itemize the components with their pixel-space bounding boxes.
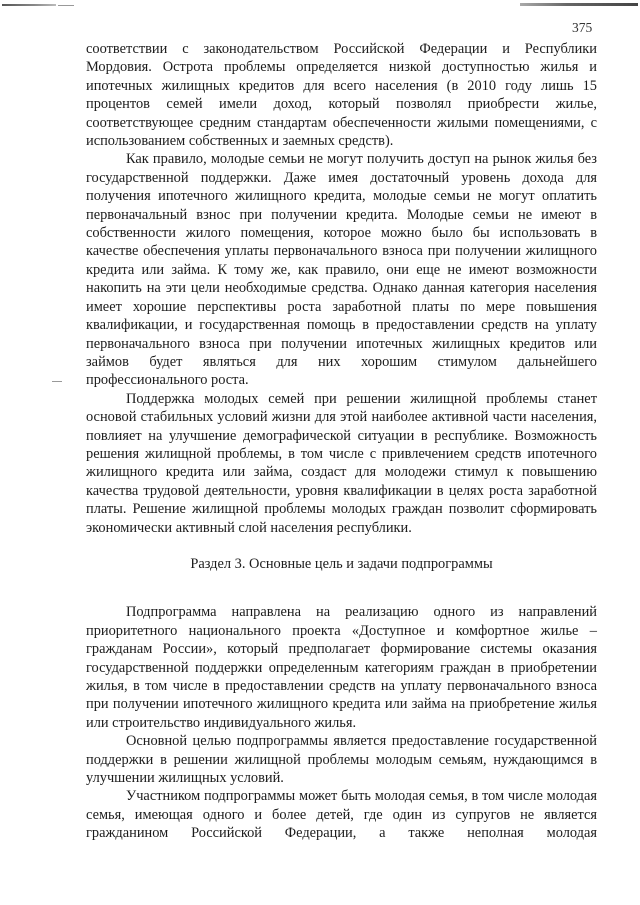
scan-artifact-left-margin [52,381,62,382]
section-heading: Раздел 3. Основные цель и задачи подпрограммы [190,555,493,572]
scan-artifact-top-left [2,4,56,6]
scan-artifact-top-right [520,3,638,6]
paragraph-subprogram-direction: Подпрограмма направлена на реализацию одного из направлений приоритетного национального проекта «Доступное и комфортное жилье – гражданам России», который предполагает формирование системы оказания государственной поддержки определенным категориям граждан в приобретении жилья, в том числе в предоставлении средств на уплату первоначального взноса при получении ипотечного жилищного кредита или займа на приобретение жилья или строительство индивидуального жилья. [86,604,597,731]
page-number: 375 [572,20,593,35]
paragraph-main-goal: Основной целью подпрограммы является предоставление государственной поддержки в решении жилищной проблемы молодым семьям, нуждающимся в улучшении жилищных условий. [86,733,597,787]
paragraph-young-families-access: Как правило, молодые семьи не могут получить доступ на рынок жилья без государственной поддержки. Даже имея достаточный уровень дохода для получения ипотечного жилищного кредита, молодые семьи не могут оплатить первоначальный взнос при получении кредита. Молодые семьи не имеют в собственности жилого помещения, которое можно было бы использовать в качестве обеспечения уплаты первоначального взноса при получении жилищного кредита или займа. К тому же, как правило, они еще не имеют возможности накопить на эти цели необходимые средства. Однако данная категория населения имеет хорошие перспективы роста заработной платы по мере повышения квалификации, и государственная помощь в предоставлении средств на уплату первоначального взноса при получении ипотечных жилищных кредитов или займов будет являться для них хорошим стимулом дальнейшего профессионального роста. [86,151,597,389]
paragraph-continuation: соответствии с законодательством Российской Федерации и Республики Мордовия. Острота проблемы определяется низкой доступностью жилья и ипотечных жилищных кредитов для всего населения (в 2010 году лишь 15 процентов семей имели доход, который позволял приобрести жилье, соответствующее средним стандартам обеспеченности жилыми помещениями, с использованием собственных и заемных средств). [86,41,597,150]
paragraph-participants: Участником подпрограммы может быть молодая семья, в том числе молодая семья, имеющая одного и более детей, где один из супругов не является гражданином Российской Федерации, а также неполная молодая [86,788,597,842]
scan-artifact-top-left-small [58,5,74,6]
document-body [86,40,597,843]
paragraph-support-benefits: Поддержка молодых семей при решении жилищной проблемы станет основой стабильных условий жизни для этой наиболее активной части населения, повлияет на улучшение демографической ситуации в республике. Возможность решения жилищной проблемы, в том числе с привлечением средств ипотечного жилищного кредита или займа, создаст для молодежи стимул к повышению качества трудовой деятельности, уровня квалификации в целях роста заработной платы. Решение жилищной проблемы молодых граждан позволит сформировать экономически активный слой населения республики. [86,390,597,536]
